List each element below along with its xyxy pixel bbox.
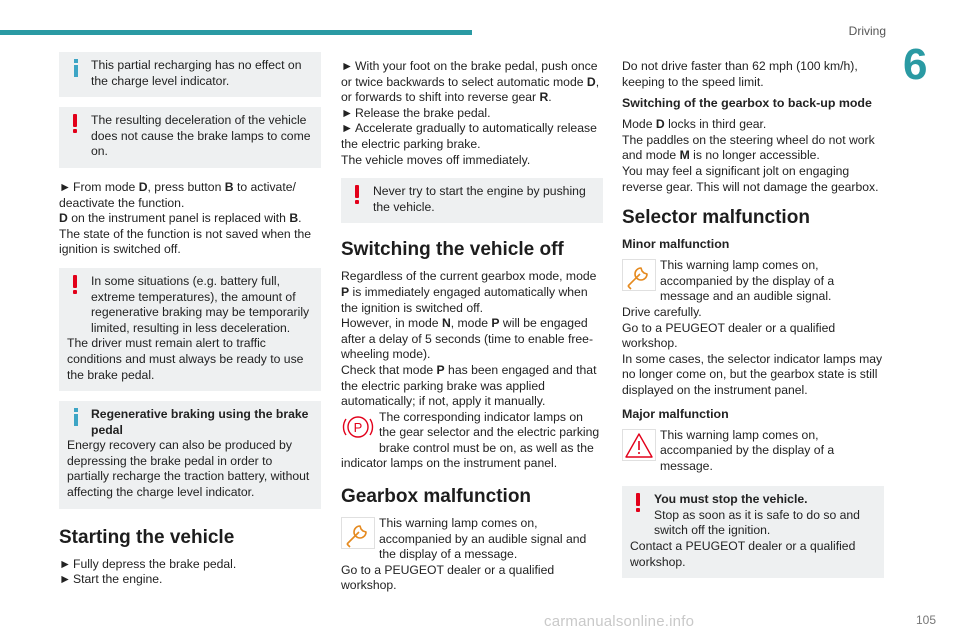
warning-note	[59, 107, 321, 168]
exclamation-icon	[634, 493, 642, 511]
header-accent-bar	[0, 30, 472, 35]
warning-note	[59, 268, 321, 391]
lamp-paragraph	[341, 410, 603, 472]
heading-selector-malfunction: Selector malfunction	[622, 207, 810, 229]
heading-gearbox-malfunction: Gearbox malfunction	[341, 486, 532, 508]
bullet-arrow-icon: ►	[59, 556, 72, 571]
column-1	[59, 52, 321, 588]
watermark: carmanualsonline.info	[544, 613, 695, 630]
info-note	[59, 401, 321, 509]
note-text: Contact a PEUGEOT dealer or a qualified workshop.	[630, 539, 856, 569]
paragraph: ► From mode D, press button B to activate/ deactivate the function. D on the instrument panel is replaced with B. The state of the function is not saved when the ignition is switched off.	[59, 179, 312, 257]
paragraph-text: In some cases, the selector indicator lamps may no longer come on, but the gearbox state is still displayed on the instrument panel.	[622, 351, 883, 397]
note-text: This partial recharging has no effect on the charge level indicator.	[91, 58, 302, 88]
exclamation-icon	[353, 185, 361, 203]
bullet-arrow-icon: ►	[341, 59, 354, 73]
paragraph: ► Fully depress the brake pedal. ► Start the engine.	[59, 556, 237, 587]
paragraph: Mode D locks in third gear. The paddles on the steering wheel do not work and mode M is no longer accessible. You may feel a significant jolt on engaging reverse gear. This will not damage the gearbox.	[622, 117, 879, 194]
note-text: Never try to start the engine by pushing the vehicle.	[373, 184, 586, 214]
note-text: Stop as soon as it is safe to do so and switch off the ignition.	[654, 507, 860, 538]
paragraph-text: The corresponding indicator lamps on the gear selector and the electric parking brake control must be on, as well as the indicator lamps on the instrument panel.	[341, 409, 600, 471]
heading-major-malfunction: Major malfunction	[622, 406, 729, 421]
alert-triangle-lamp-icon	[622, 429, 656, 461]
heading-minor-malfunction: Minor malfunction	[622, 237, 730, 252]
info-note	[59, 52, 321, 97]
warning-note	[622, 486, 884, 578]
info-icon	[71, 59, 79, 77]
lamp-paragraph	[341, 516, 603, 594]
paragraph-text: This warning lamp comes on, accompanied by an audible signal and the display of a message.	[379, 516, 587, 562]
parking-p-lamp-icon	[341, 411, 375, 443]
paragraph-text: Drive carefully.	[622, 304, 702, 319]
note-text: The driver must remain alert to traffic conditions and must always be ready to use the brake pedal.	[67, 336, 304, 382]
heading-back-up-mode: Switching of the gearbox to back-up mode	[622, 96, 872, 111]
lamp-paragraph	[622, 428, 884, 475]
paragraph-text: Go to a PEUGEOT dealer or a qualified workshop.	[341, 562, 555, 593]
warning-note	[341, 178, 603, 223]
bullet-arrow-icon: ►	[59, 572, 72, 587]
heading-starting-vehicle: Starting the vehicle	[59, 526, 235, 548]
paragraph-text: This warning lamp comes on, accompanied by the display of a message.	[660, 427, 835, 473]
note-title: You must stop the vehicle.	[654, 492, 808, 507]
exclamation-icon	[71, 114, 79, 132]
note-title: Regenerative braking using the brake pedal	[91, 407, 309, 437]
wrench-lamp-icon	[341, 517, 375, 549]
column-3	[622, 52, 884, 588]
section-title: Driving	[848, 24, 886, 38]
heading-switching-off: Switching the vehicle off	[341, 239, 564, 261]
paragraph-text: This warning lamp comes on, accompanied by the display of a message and an audible signal.	[660, 258, 835, 304]
paragraph: Do not drive faster than 62 mph (100 km/h), keeping to the speed limit.	[622, 59, 858, 89]
wrench-lamp-icon	[622, 259, 656, 291]
chapter-number: 6	[903, 40, 928, 89]
svg-text:P: P	[353, 419, 363, 435]
paragraph: ► With your foot on the brake pedal, push once or twice backwards to select automatic mode D, or forwards to shift into reverse gear R. ► Release the brake pedal. ► Accelerate gradually to automatically release the electric parking brake. The vehicle moves off immediately.	[341, 59, 600, 167]
note-text: The resulting deceleration of the vehicle does not cause the brake lamps to come on.	[91, 113, 311, 159]
column-2	[341, 52, 603, 594]
page-number: 105	[915, 613, 936, 627]
note-text: Energy recovery can also be produced by depressing the brake pedal in order to partially recharge the traction battery, without affecting the charge level indicator.	[67, 438, 310, 500]
lamp-paragraph	[622, 258, 884, 398]
bullet-arrow-icon: ►	[341, 105, 354, 120]
note-text: In some situations (e.g. battery full, extreme temperatures), the amount of regenerative braking may be temporarily limited, resulting in less deceleration.	[91, 273, 310, 335]
paragraph: Regardless of the current gearbox mode, mode P is immediately engaged automatically when the ignition is switched off. However, in mode N, mode P will be engaged after a delay of 5 seconds (time to enable free-wheeling mode). Check that mode P has been engaged and that the electric parking brake was applied automatically; if not, apply it manually.	[341, 269, 597, 409]
bullet-arrow-icon: ►	[59, 179, 72, 194]
paragraph-text: Go to a PEUGEOT dealer or a qualified workshop.	[622, 320, 836, 351]
info-icon	[71, 408, 79, 426]
exclamation-icon	[71, 275, 79, 293]
bullet-arrow-icon: ►	[341, 121, 354, 136]
